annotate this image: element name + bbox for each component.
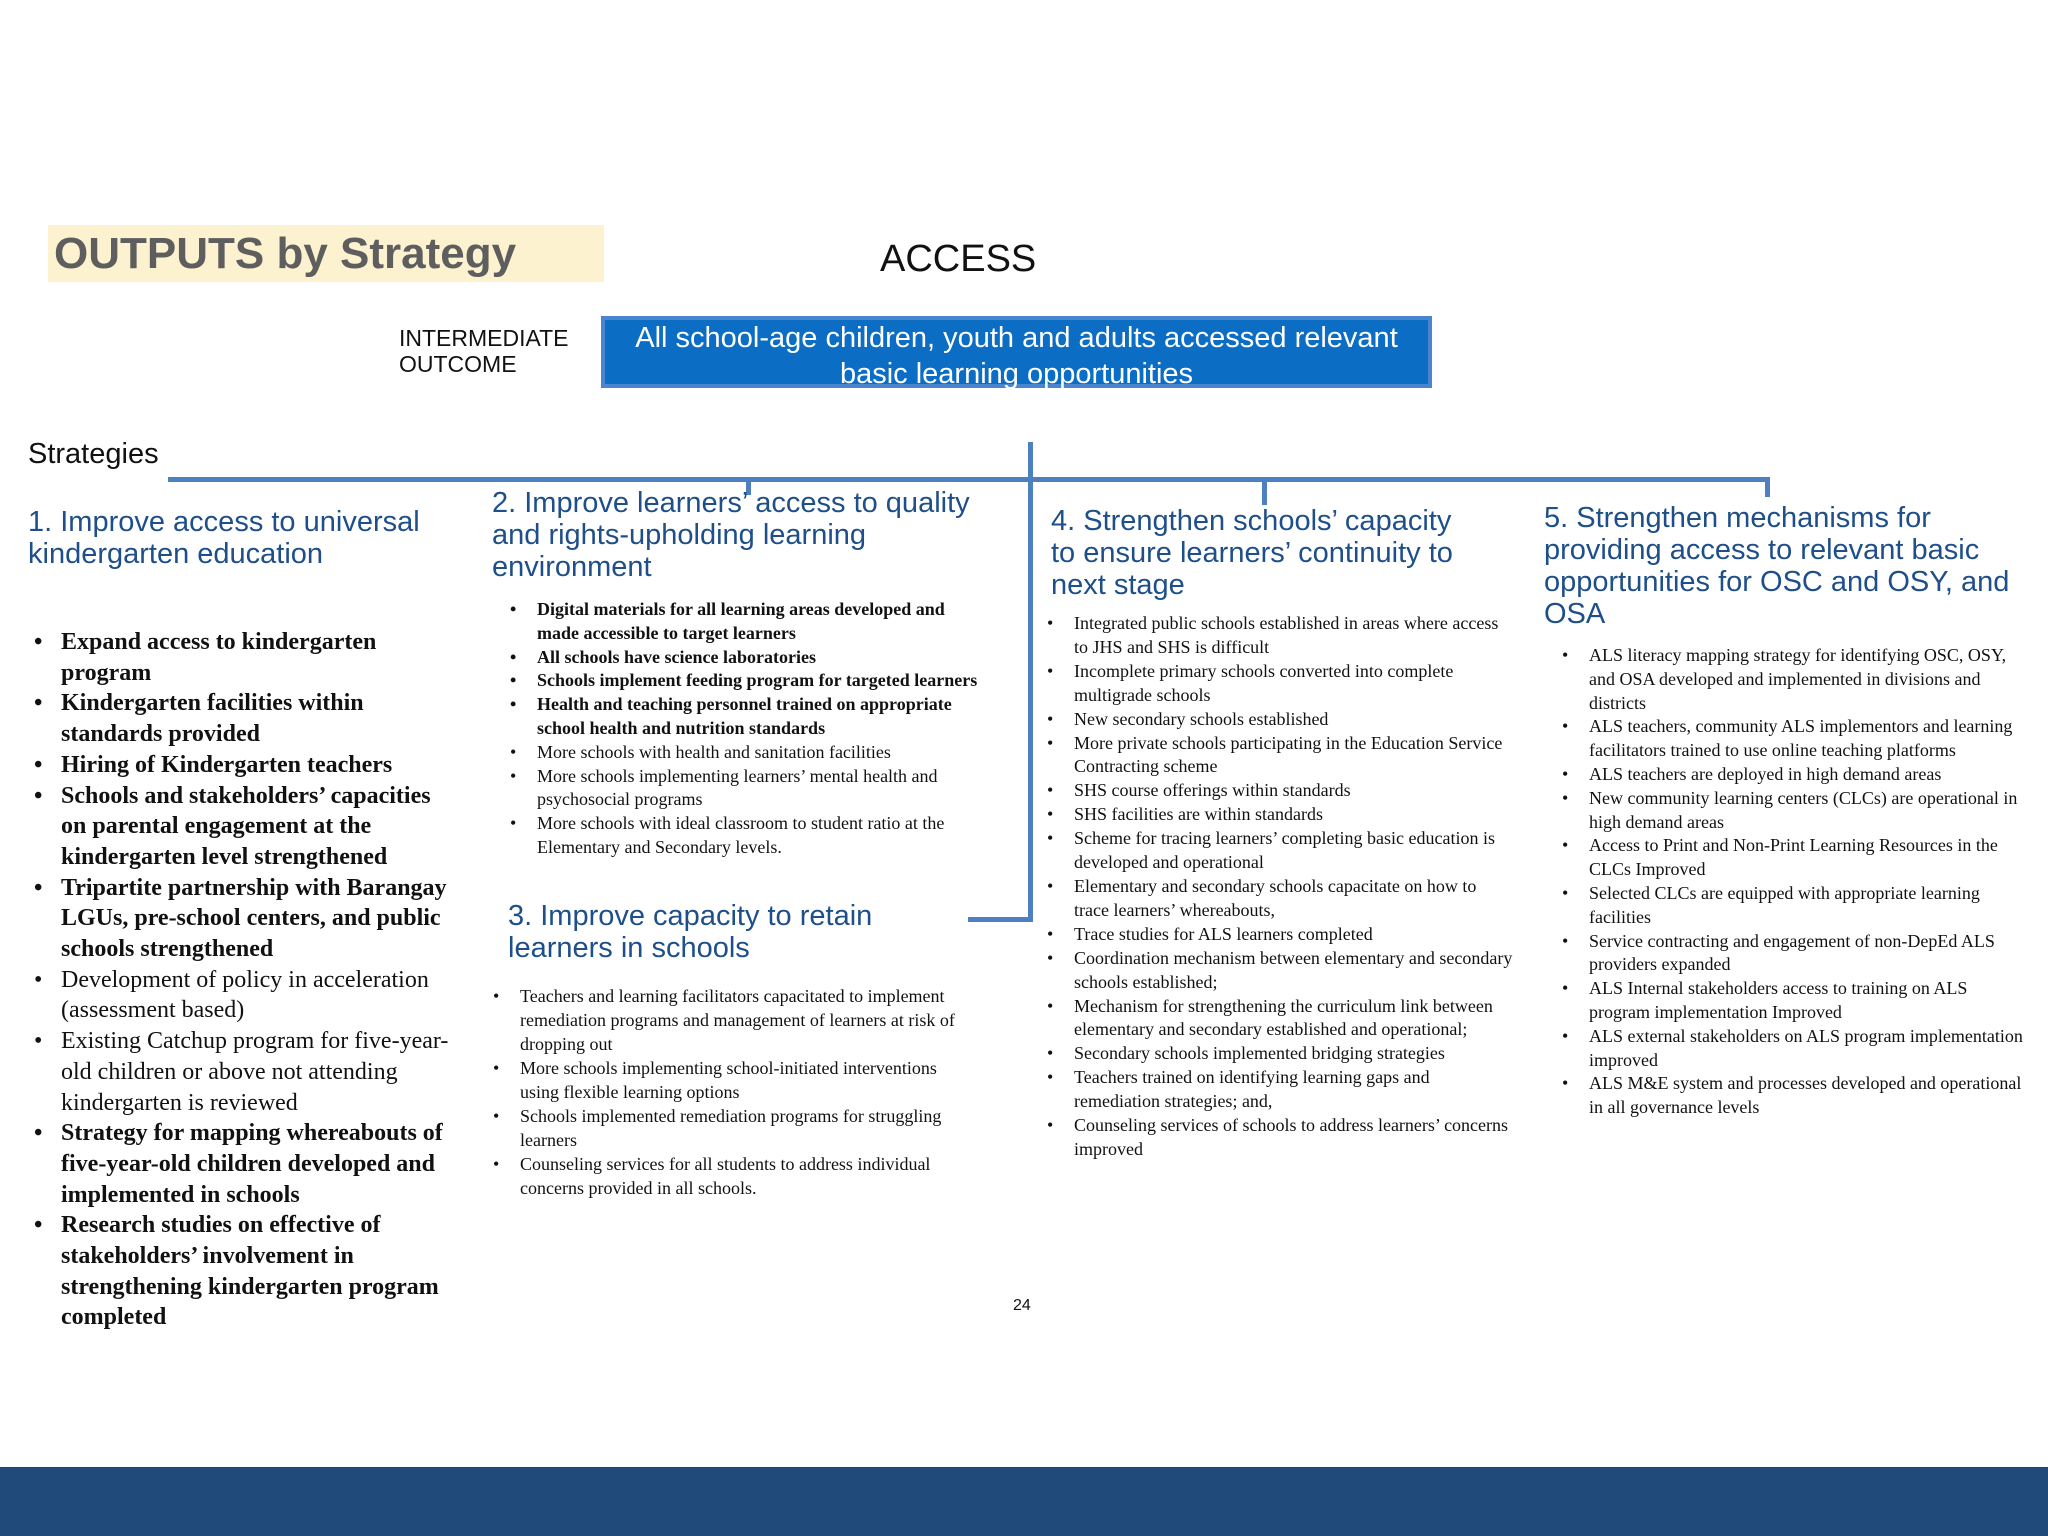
list-item: • More schools with ideal classroom to student ratio at the Elementary and Secondary levels. — [506, 812, 986, 860]
list-item: • ALS literacy mapping strategy for identifying OSC, OSY, and OSA developed and implemented in divisions and districts — [1558, 644, 2028, 715]
list-item: • Teachers and learning facilitators capacitated to implement remediation programs and management of learners at risk of dropping out — [489, 984, 969, 1056]
list-item: • New secondary schools established — [1043, 708, 1513, 732]
list-item: • More schools with health and sanitation facilities — [506, 741, 986, 765]
list-item: • Tripartite partnership with Barangay LGUs, pre-school centers, and public schools strengthened — [30, 873, 460, 965]
strategy-5-list — [1558, 644, 2028, 1120]
list-item: • ALS M&E system and processes developed and operational in all governance levels — [1558, 1072, 2028, 1120]
list-item: • More private schools participating in the Education Service Contracting scheme — [1043, 732, 1513, 780]
connector-horizontal-bar — [168, 477, 1770, 482]
connector-branch-strategy-3 — [968, 917, 1033, 922]
intermediate-outcome-box: All school-age children, youth and adults accessed relevant basic learning opportunities — [601, 316, 1432, 388]
list-item: • Scheme for tracing learners’ completing basic education is developed and operational — [1043, 827, 1513, 875]
list-item: • Access to Print and Non-Print Learning Resources in the CLCs Improved — [1558, 834, 2028, 882]
list-item: • More schools implementing learners’ mental health and psychosocial programs — [506, 765, 986, 813]
list-item: • More schools implementing school-initiated interventions using flexible learning options — [489, 1056, 969, 1104]
list-item: • SHS course offerings within standards — [1043, 779, 1513, 803]
list-item: • Schools and stakeholders’ capacities on parental engagement at the kindergarten level strengthened — [30, 781, 460, 873]
intermediate-outcome-label-line1: INTERMEDIATE — [399, 325, 569, 351]
list-item: • Schools implemented remediation programs for struggling learners — [489, 1104, 969, 1152]
connector-drop-strategy-4 — [1262, 477, 1267, 505]
list-item: • Counseling services of schools to address learners’ concerns improved — [1043, 1114, 1513, 1162]
list-item: • All schools have science laboratories — [506, 646, 986, 670]
list-item: • Trace studies for ALS learners completed — [1043, 923, 1513, 947]
strategies-label: Strategies — [28, 438, 159, 470]
list-item: • Selected CLCs are equipped with appropriate learning facilities — [1558, 882, 2028, 930]
list-item: • Expand access to kindergarten program — [30, 627, 460, 688]
list-item: • Digital materials for all learning areas developed and made accessible to target learners — [506, 598, 986, 646]
list-item: • Integrated public schools established in areas where access to JHS and SHS is difficult — [1043, 612, 1513, 660]
strategy-1-list — [30, 627, 460, 1333]
list-item: • ALS teachers are deployed in high demand areas — [1558, 763, 2028, 787]
list-item: • Strategy for mapping whereabouts of five-year-old children developed and implemented in schools — [30, 1118, 460, 1210]
list-item: • ALS external stakeholders on ALS program implementation improved — [1558, 1025, 2028, 1073]
strategy-4-list — [1043, 612, 1513, 1162]
list-item: • Teachers trained on identifying learning gaps and remediation strategies; and, — [1043, 1066, 1513, 1114]
list-item: • Coordination mechanism between elementary and secondary schools established; — [1043, 947, 1513, 995]
list-item: • SHS facilities are within standards — [1043, 803, 1513, 827]
strategy-5-heading: 5. Strengthen mechanisms for providing access to relevant basic opportunities for OSC and OSY, and OSA — [1544, 502, 2010, 630]
connector-vertical-main — [1028, 442, 1033, 922]
intermediate-outcome-label — [399, 325, 569, 377]
list-item: • Elementary and secondary schools capacitate on how to trace learners’ whereabouts, — [1043, 875, 1513, 923]
list-item: • New community learning centers (CLCs) are operational in high demand areas — [1558, 787, 2028, 835]
strategy-3-list — [489, 984, 969, 1200]
strategy-2-list — [506, 598, 986, 860]
strategy-1-heading: 1. Improve access to universal kindergarten education — [28, 506, 420, 570]
strategy-4-heading: 4. Strengthen schools’ capacity to ensure learners’ continuity to next stage — [1051, 505, 1453, 601]
list-item: • Mechanism for strengthening the curriculum link between elementary and secondary established and operational; — [1043, 995, 1513, 1043]
list-item: • Development of policy in acceleration (assessment based) — [30, 965, 460, 1026]
list-item: • Schools implement feeding program for targeted learners — [506, 669, 986, 693]
page-title: OUTPUTS by Strategy — [48, 225, 604, 282]
list-item: • Incomplete primary schools converted into complete multigrade schools — [1043, 660, 1513, 708]
section-heading: ACCESS — [880, 238, 1037, 280]
list-item: • Research studies on effective of stakeholders’ involvement in strengthening kindergarten program completed — [30, 1210, 460, 1333]
page-number: 24 — [1013, 1297, 1031, 1314]
list-item: • ALS Internal stakeholders access to training on ALS program implementation Improved — [1558, 977, 2028, 1025]
list-item: • Secondary schools implemented bridging strategies — [1043, 1042, 1513, 1066]
footer-band — [0, 1467, 2048, 1536]
list-item: • Health and teaching personnel trained on appropriate school health and nutrition standards — [506, 693, 986, 741]
connector-drop-strategy-5 — [1765, 477, 1770, 497]
list-item: • Existing Catchup program for five-year-old children or above not attending kindergarten is reviewed — [30, 1026, 460, 1118]
strategy-2-heading: 2. Improve learners’ access to quality and rights-upholding learning environment — [492, 487, 970, 583]
strategy-3-heading: 3. Improve capacity to retain learners in schools — [508, 900, 873, 964]
list-item: • Hiring of Kindergarten teachers — [30, 750, 460, 781]
list-item: • Kindergarten facilities within standards provided — [30, 688, 460, 749]
list-item: • Counseling services for all students to address individual concerns provided in all schools. — [489, 1152, 969, 1200]
list-item: • Service contracting and engagement of non-DepEd ALS providers expanded — [1558, 930, 2028, 978]
list-item: • ALS teachers, community ALS implementors and learning facilitators trained to use online teaching platforms — [1558, 715, 2028, 763]
intermediate-outcome-label-line2: OUTCOME — [399, 351, 517, 377]
